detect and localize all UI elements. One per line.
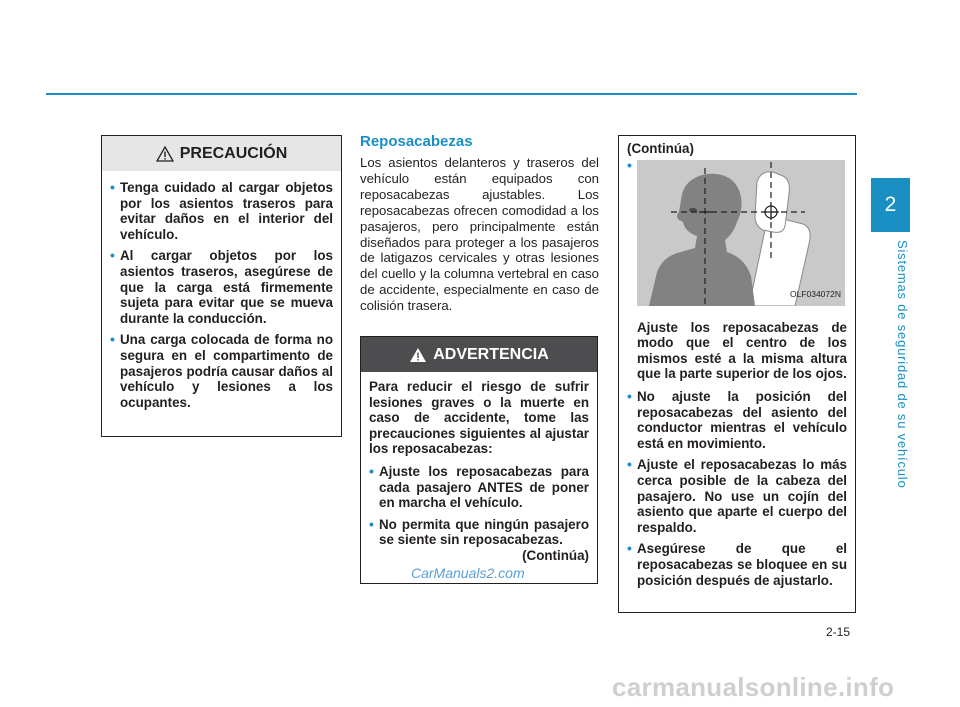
precaucion-box [101, 135, 342, 437]
headrest-figure [637, 160, 845, 306]
advertencia-intro: Para reducir el riesgo de sufrir lesiones graves o la muerte en caso de accidente, tome las precauciones siguientes al ajustar los reposacabezas: [369, 379, 589, 457]
list-item: • Asegúrese de que el reposacabezas se bloquee en su posición después de ajustarlo. [627, 541, 847, 588]
list-item: • Ajuste los reposacabezas para cada pasajero ANTES de poner en marcha el vehículo. [369, 464, 589, 511]
top-rule [46, 93, 857, 95]
list-item: • No ajuste la posición del reposacabezas del asiento del conductor mientras el vehículo está en movimiento. [627, 389, 847, 451]
headrest-illustration [637, 160, 845, 306]
advertencia-box [360, 336, 598, 584]
warning-triangle-icon [156, 146, 174, 162]
chapter-number-tab[interactable]: 2 [871, 178, 910, 232]
list-item: • Al cargar objetos por los asientos traseros, asegúrese de que la carga está firmemente sujeta para evitar que se mueva durante la conducción. [110, 248, 333, 326]
continues-label: (Continúa) [522, 547, 589, 563]
list-item: Ajuste los reposacabezas de modo que el centro de los mismos esté a la misma altura que la parte superior de los ojos. [637, 319, 847, 382]
figure-code: OLF034072N [789, 289, 841, 299]
chapter-title: Sistemas de seguridad de su vehículo [895, 240, 910, 489]
continua-label: (Continúa) [627, 141, 694, 156]
list-item: • No permita que ningún pasajero se siente sin reposacabezas. [369, 517, 589, 548]
precaucion-title: PRECAUCIÓN [179, 144, 288, 162]
list-item: • Ajuste el reposacabezas lo más cerca posible de la cabeza del pasajero. No use un cojín del asiento que aparte el cuerpo del respaldo. [627, 457, 847, 535]
precaucion-header [102, 136, 341, 171]
page-number: 2-15 [826, 625, 851, 639]
list-item: • Una carga colocada de forma no segura en el compartimento de pasajeros podría causar daños al vehículo y lesiones a los ocupantes. [110, 332, 333, 410]
advertencia-header [361, 337, 597, 372]
section-heading: Reposacabezas [360, 133, 473, 150]
list-item: • Tenga cuidado al cargar objetos por los asientos traseros para evitar daños en el interior del vehículo. [110, 180, 333, 242]
advertencia-title: ADVERTENCIA [433, 345, 549, 363]
watermark-link[interactable]: CarManuals2.com [411, 565, 525, 581]
warning-triangle-icon [409, 347, 427, 363]
bullet-marker: • [627, 156, 632, 173]
section-body: Los asientos delanteros y traseros del vehículo están equipados con reposacabezas ajustables. Los reposacabezas ofrecen comodidad a los pasajeros, pero principalmente están diseñados para proteger a los pasajeros de latigazos cervicales y otras lesiones del cuello y la columna vertebral en caso de accidente, especialmente en caso de colisión trasera. [360, 155, 599, 314]
footer-watermark: carmanualsonline.info [612, 672, 895, 702]
continua-box [618, 135, 856, 613]
